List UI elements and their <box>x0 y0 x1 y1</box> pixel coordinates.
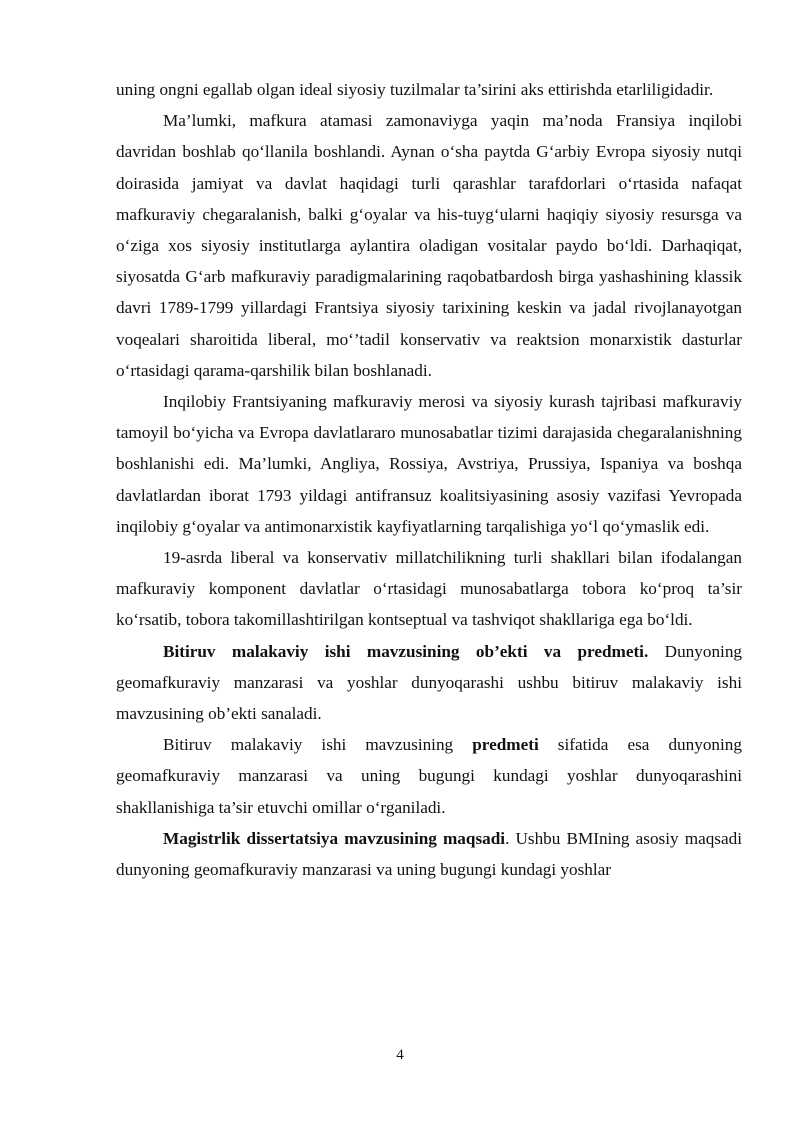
paragraph-predmeti: Bitiruv malakaviy ishi mavzusining predmeti sifatida esa dunyoning geomafkuraviy manzarasi va uning bugungi kundagi yoshlar dunyoqarashini shakllanishiga ta’sir etuvchi omillar o‘rganiladi. <box>116 735 742 817</box>
paragraph-inqilobiy-frantsiya: Inqilobiy Frantsiyaning mafkuraviy merosi va siyosiy kurash tajribasi mafkuraviy tamoyil bo‘yicha va Evropa davlatlararo munosabatlar tizimi darajasida chegaralanishning boshlanishi edi. Ma’lumki, Angliya, Rossiya, Avstriya, Prussiya, Ispaniya va boshqa davlatlardan iborat 1793 yildagi antifransuz koalitsiyasining asosiy vazifasi Yevropada inqilobiy g‘oyalar va antimonarxistik kayfiyatlarning tarqalishiga yo‘l qo‘ymaslik edi. <box>116 392 742 536</box>
paragraph-mafkura-atamasi: Ma’lumki, mafkura atamasi zamonaviyga yaqin ma’noda Fransiya inqilobi davridan boshlab qo‘llanila boshlandi. Aynan o‘sha paytda G‘arbiy Evropa siyosiy nutqi doirasida jamiyat va davlat haqidagi turli qarashlar tarafdorlari o‘rtasida nafaqat mafkuraviy chegaralanish, balki g‘oyalar va his-tuyg‘ularni haqiqiy siyosiy resursga va o‘ziga xos siyosiy institutlarga aylantira oladigan vositalar paydo bo‘ldi. Darhaqiqat, siyosatda G‘arb mafkuraviy paradigmalarining raqobatbardosh birga yashashining klassik davri 1789-1799 yillardagi Frantsiya siyosiy tarixining keskin va jadal rivojlanayotgan voqealari sharoitida liberal, mo‘’tadil konservativ va reaktsion monarxistik dasturlar o‘rtasidagi qarama-qarshilik bilan boshlanadi. <box>116 111 742 380</box>
body-text <box>116 74 742 885</box>
term-predmeti: predmeti <box>472 735 539 755</box>
paragraph-continuation: uning ongni egallab olgan ideal siyosiy tuzilmalar ta’sirini aks ettirishda etarliligidadir. <box>116 80 714 99</box>
paragraph-maqsadi: Magistrlik dissertatsiya mavzusining maqsadi. Ushbu BMIning asosiy maqsadi dunyoning geomafkuraviy manzarasi va uning bugungi kundagi yoshlar <box>116 828 742 880</box>
heading-obyekt-predmet: Bitiruv malakaviy ishi mavzusining ob’ekti va predmeti. <box>163 641 649 661</box>
paragraph-19-asr: 19-asrda liberal va konservativ millatchilikning turli shakllari bilan ifodalangan mafkuraviy komponent davlatlar o‘rtasidagi munosabatlarga tobora ko‘proq ta’sir ko‘rsatib, tobora takomillashtirilgan kontseptual va tashviqot shakllariga ega bo‘ldi. <box>116 548 742 630</box>
paragraph-obyekt-predmet: Bitiruv malakaviy ishi mavzusining ob’ekti va predmeti. Dunyoning geomafkuraviy manzarasi va yoshlar dunyoqarashi ushbu bitiruv malakaviy ishi mavzusining ob’ekti sanaladi. <box>116 641 742 724</box>
heading-maqsadi: Magistrlik dissertatsiya mavzusining maqsadi <box>163 828 506 848</box>
page-number: 4 <box>396 1047 404 1063</box>
